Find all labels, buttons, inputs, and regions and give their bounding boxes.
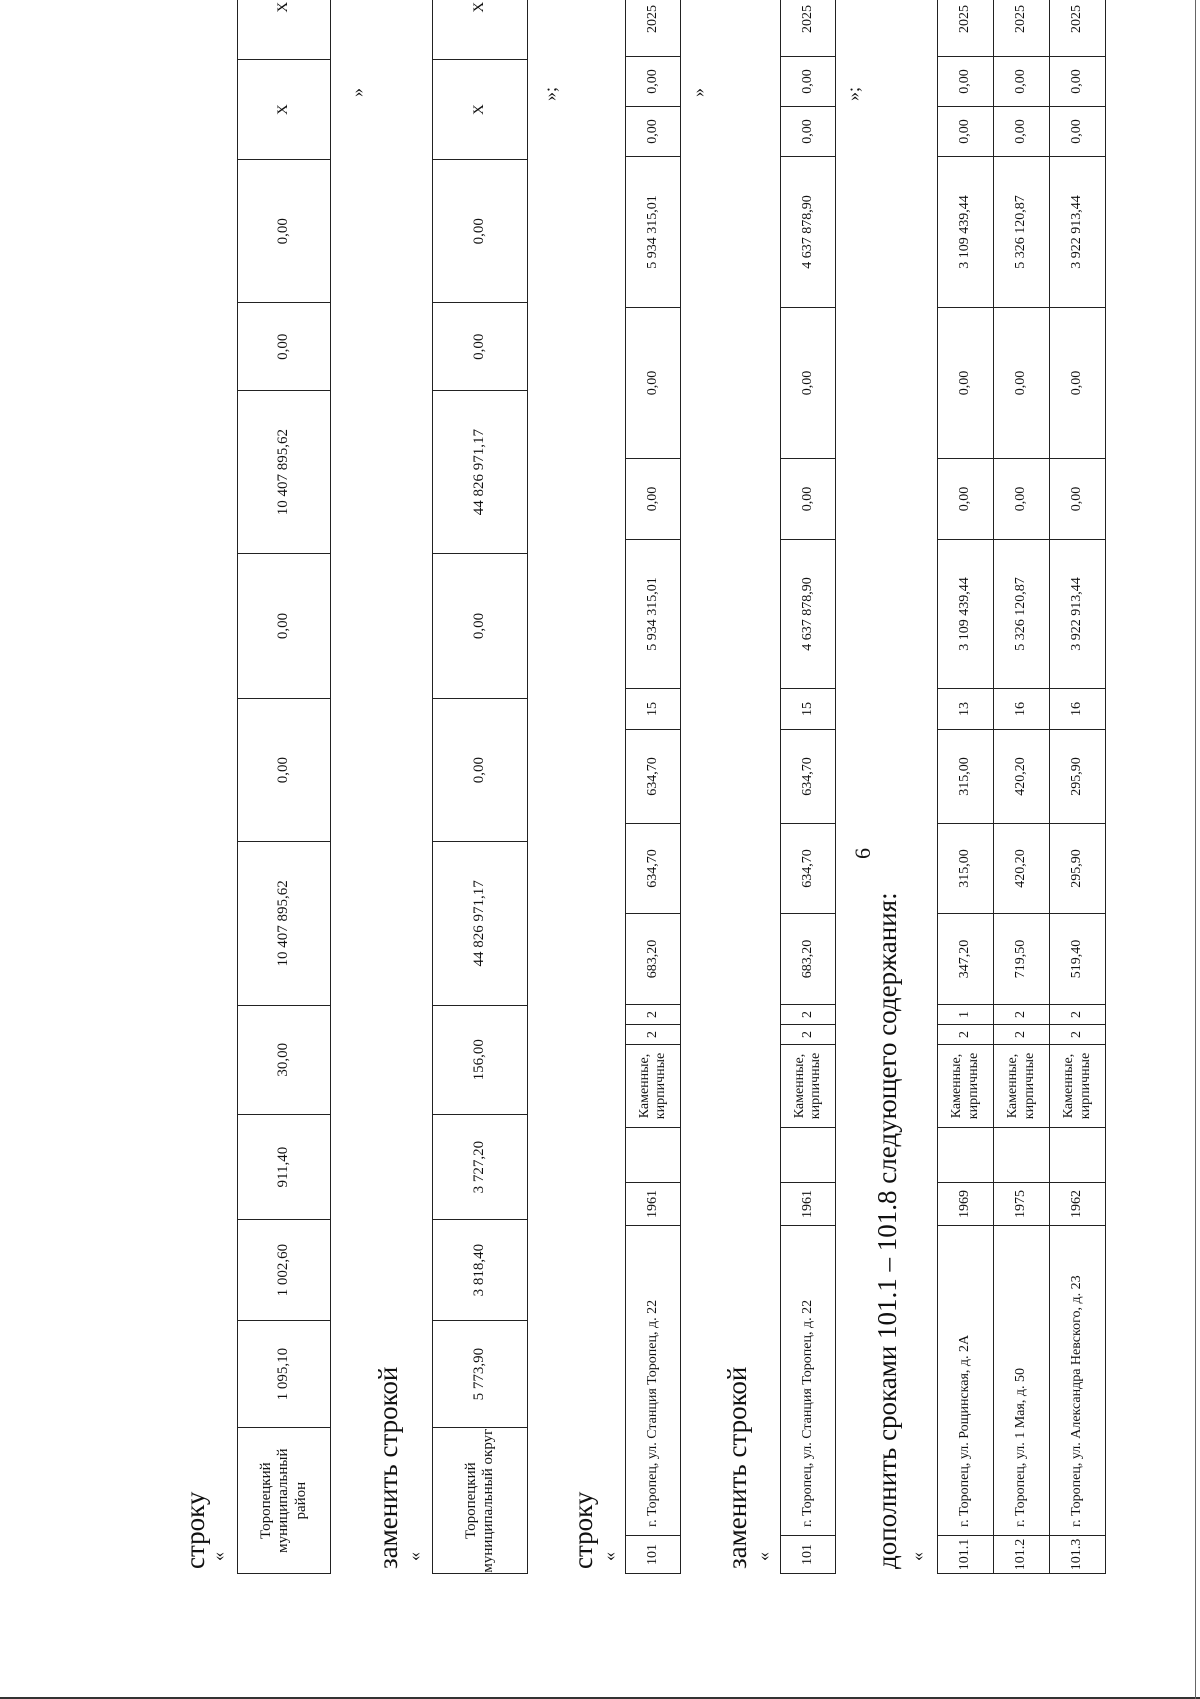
table-cell: 0,00 (938, 308, 994, 459)
table-cell: 634,70 (626, 824, 681, 914)
table-cell: 1961 (781, 1183, 836, 1226)
table-cell (938, 1128, 994, 1183)
table-cell: 0,00 (994, 308, 1050, 459)
table-cell: 0,00 (433, 159, 528, 302)
open-quote: « (208, 1552, 228, 1561)
close-quote-semicolon: »; (540, 86, 560, 101)
table-row (626, 0, 681, 1574)
table-cell: 911,40 (238, 1115, 331, 1220)
table-cell: 0,00 (626, 308, 681, 459)
new-rows-table (937, 0, 1106, 1574)
page-edge (1195, 0, 1196, 1699)
table-cell: 683,20 (626, 914, 681, 1005)
close-quote-semicolon: »; (843, 86, 863, 101)
table-row (781, 0, 836, 1574)
table-cell: 4 637 878,90 (781, 157, 836, 308)
table-row (938, 0, 994, 1574)
table-cell (994, 1128, 1050, 1183)
table-cell: Каменные, кирпичные (1050, 1045, 1106, 1128)
table-cell: 30,00 (238, 1005, 331, 1115)
table-cell: 0,00 (994, 459, 1050, 540)
table-cell: X (238, 0, 331, 60)
table-cell: Каменные, кирпичные (994, 1045, 1050, 1128)
table-cell: 101.2 (994, 1536, 1050, 1574)
table-cell: 0,00 (626, 107, 681, 157)
table-cell: 0,00 (238, 303, 331, 391)
table-cell: Торопецкий муниципальный округ (433, 1428, 528, 1574)
table-cell: 519,40 (1050, 914, 1106, 1005)
table-cell: 5 326 120,87 (994, 157, 1050, 308)
table-cell: 634,70 (781, 730, 836, 824)
table-cell: Каменные, кирпичные (781, 1045, 836, 1128)
table-cell: 0,00 (626, 57, 681, 107)
table-cell: 0,00 (238, 159, 331, 302)
table-cell: 10 407 895,62 (238, 391, 331, 554)
label-replace: заменить строкой (722, 1366, 752, 1569)
new-rows-body (938, 0, 1106, 1574)
table-cell: 683,20 (781, 914, 836, 1005)
table-cell: г. Торопец, ул. 1 Мая, д. 50 (994, 1226, 1050, 1536)
table-cell: 0,00 (1050, 107, 1106, 157)
label-stroku: строку (568, 1491, 598, 1569)
table-cell: 0,00 (238, 554, 331, 699)
table-cell: 101.3 (1050, 1536, 1106, 1574)
table-cell: 1975 (994, 1183, 1050, 1226)
district-row-table-new (432, 0, 528, 1574)
table-cell: 0,00 (433, 554, 528, 699)
table-cell: 3 818,40 (433, 1220, 528, 1321)
table-cell: 295,90 (1050, 824, 1106, 914)
label-append: дополнить сроками 101.1 – 101.8 следующего содержания: (872, 892, 902, 1569)
table-cell: 2 (994, 1005, 1050, 1025)
table-cell: 1 (938, 1005, 994, 1025)
table-row (1050, 0, 1106, 1574)
table-cell: 315,00 (938, 730, 994, 824)
table-cell: 3 109 439,44 (938, 540, 994, 689)
table-cell: 634,70 (626, 730, 681, 824)
table-cell: 295,90 (1050, 730, 1106, 824)
table-cell (1050, 1128, 1106, 1183)
table-cell: 5 934 315,01 (626, 157, 681, 308)
table-cell: 2 (1050, 1005, 1106, 1025)
table-cell: 1 095,10 (238, 1320, 331, 1427)
table-cell: 5 326 120,87 (994, 540, 1050, 689)
open-quote: « (907, 1552, 927, 1561)
table-cell: 2 (994, 1025, 1050, 1045)
table-cell: 719,50 (994, 914, 1050, 1005)
table-cell: 0,00 (938, 459, 994, 540)
table-cell: 1 002,60 (238, 1220, 331, 1321)
table-cell: 2 (781, 1025, 836, 1045)
table-cell: 347,20 (938, 914, 994, 1005)
table-cell: 3 727,20 (433, 1115, 528, 1220)
table-cell (781, 1128, 836, 1183)
table-cell: г. Торопец, ул. Станция Торопец, д. 22 (781, 1226, 836, 1536)
table-cell: 5 773,90 (433, 1320, 528, 1427)
table-cell: 420,20 (994, 824, 1050, 914)
table-cell: 0,00 (781, 57, 836, 107)
table-cell: 1961 (626, 1183, 681, 1226)
table-cell (626, 1128, 681, 1183)
table-cell: 15 (781, 689, 836, 730)
table-cell: 0,00 (433, 698, 528, 841)
table-cell: X (433, 0, 528, 60)
table-cell: 101 (781, 1536, 836, 1574)
table-cell: 0,00 (994, 107, 1050, 157)
table-cell: 44 826 971,17 (433, 842, 528, 1005)
table-cell: 2 (938, 1025, 994, 1045)
table-cell: 0,00 (1050, 308, 1106, 459)
table-cell: X (238, 60, 331, 160)
table-cell: 0,00 (938, 57, 994, 107)
table-cell: 4 637 878,90 (781, 540, 836, 689)
table-cell: 10 407 895,62 (238, 842, 331, 1005)
table-cell: Каменные, кирпичные (626, 1045, 681, 1128)
table-cell: 44 826 971,17 (433, 391, 528, 554)
close-quote: » (688, 88, 708, 97)
table-cell: 156,00 (433, 1005, 528, 1115)
table-cell: 3 109 439,44 (938, 157, 994, 308)
table-cell: 0,00 (938, 107, 994, 157)
table-cell: 15 (626, 689, 681, 730)
label-replace: заменить строкой (373, 1366, 403, 1569)
house-row-table-old (625, 0, 681, 1574)
table-cell: 3 922 913,44 (1050, 540, 1106, 689)
table-row (238, 0, 331, 1574)
table-cell: 3 922 913,44 (1050, 157, 1106, 308)
table-cell: 0,00 (781, 459, 836, 540)
table-cell: 101 (626, 1536, 681, 1574)
table-cell: г. Торопец, ул. Станция Торопец, д. 22 (626, 1226, 681, 1536)
table-cell: 2 (1050, 1025, 1106, 1045)
table-cell: 0,00 (1050, 57, 1106, 107)
open-quote: « (404, 1552, 424, 1561)
table-cell: X (433, 60, 528, 160)
table-cell: 2025 (994, 0, 1050, 57)
table-cell: 0,00 (781, 107, 836, 157)
table-row (994, 0, 1050, 1574)
table-cell: 1962 (1050, 1183, 1106, 1226)
open-quote: « (599, 1552, 619, 1561)
table-cell: 2025 (626, 0, 681, 57)
table-cell: Каменные, кирпичные (938, 1045, 994, 1128)
house-row-table-new (780, 0, 836, 1574)
table-cell: 0,00 (433, 303, 528, 391)
label-stroku: строку (180, 1491, 210, 1569)
table-cell: 16 (994, 689, 1050, 730)
table-cell: 5 934 315,01 (626, 540, 681, 689)
table-cell: 101.1 (938, 1536, 994, 1574)
table-cell: Торопецкий муниципальный район (238, 1428, 331, 1574)
table-cell: г. Торопец, ул. Рощинская, д. 2А (938, 1226, 994, 1536)
close-quote: » (347, 88, 367, 97)
open-quote: « (753, 1552, 773, 1561)
table-cell: 2025 (781, 0, 836, 57)
table-cell: 2 (781, 1005, 836, 1025)
page-number: 6 (850, 848, 875, 859)
table-cell: 0,00 (781, 308, 836, 459)
table-cell: 2025 (938, 0, 994, 57)
table-cell: 2025 (1050, 0, 1106, 57)
table-cell: г. Торопец, ул. Александра Невского, д. 23 (1050, 1226, 1106, 1536)
table-cell: 0,00 (626, 459, 681, 540)
district-row-table-old (237, 0, 331, 1574)
table-cell: 16 (1050, 689, 1106, 730)
table-cell: 13 (938, 689, 994, 730)
table-cell: 420,20 (994, 730, 1050, 824)
table-cell: 1969 (938, 1183, 994, 1226)
table-cell: 2 (626, 1005, 681, 1025)
table-cell: 0,00 (1050, 459, 1106, 540)
table-cell: 315,00 (938, 824, 994, 914)
table-cell: 0,00 (994, 57, 1050, 107)
table-cell: 0,00 (238, 698, 331, 841)
table-row (433, 0, 528, 1574)
table-cell: 634,70 (781, 824, 836, 914)
table-cell: 2 (626, 1025, 681, 1045)
